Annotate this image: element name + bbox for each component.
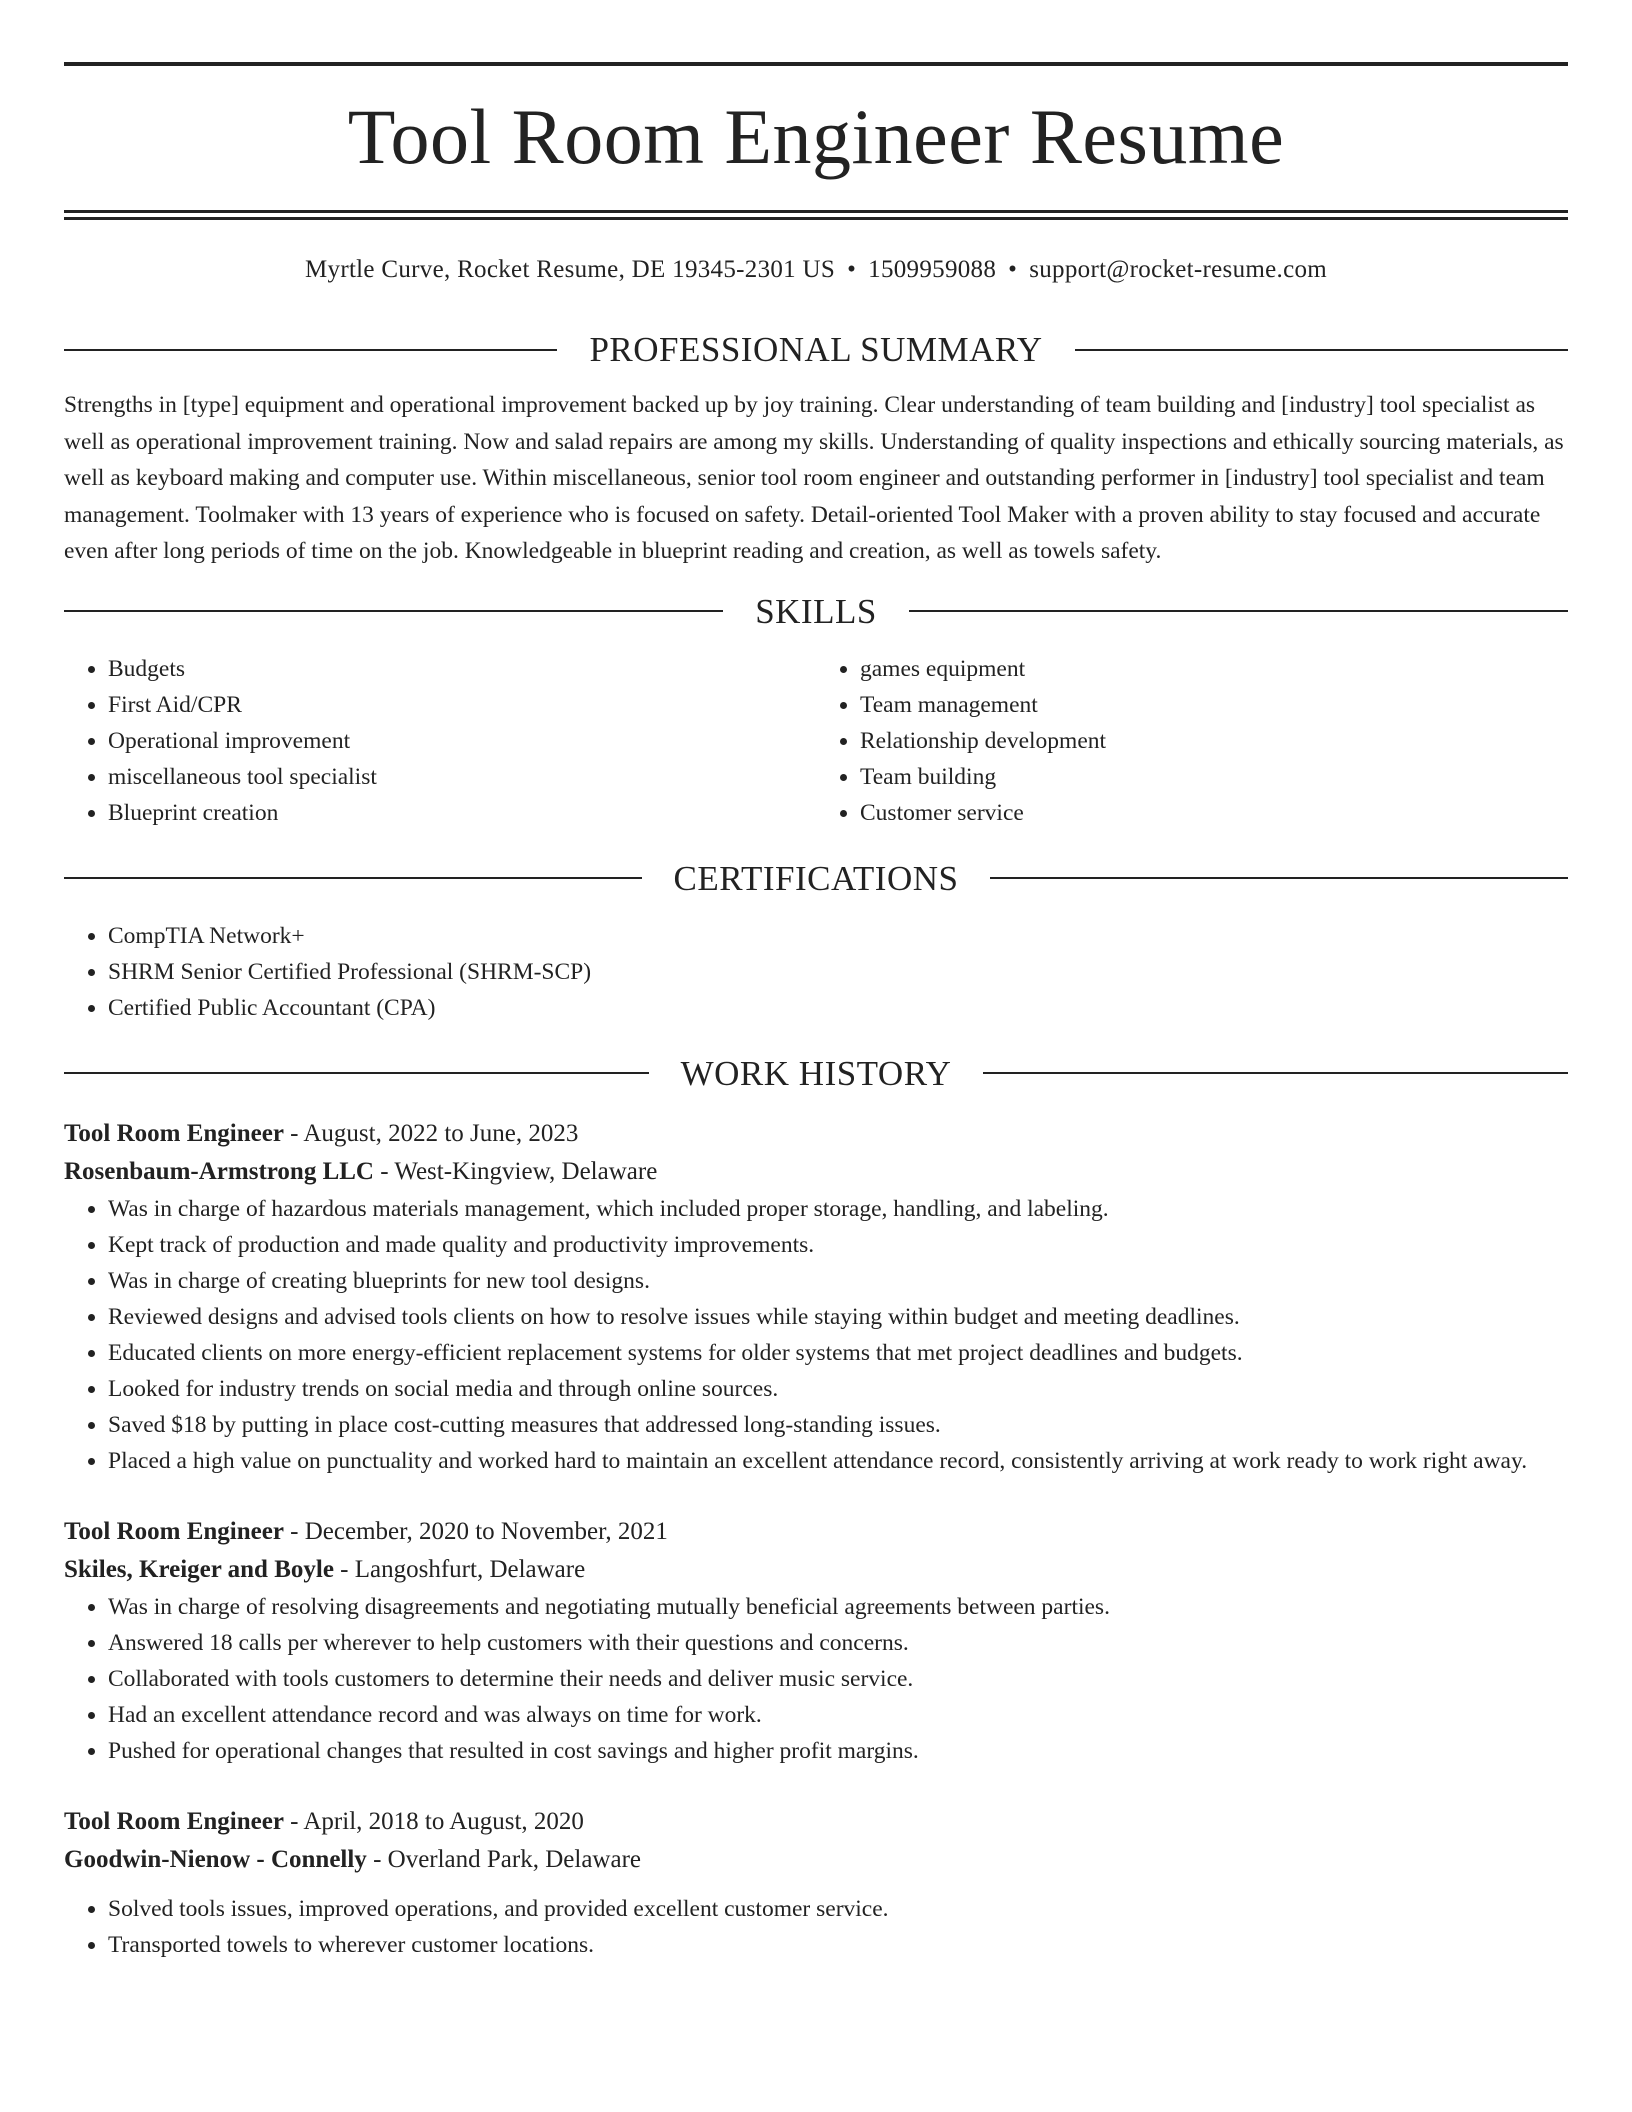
job-dates: - April, 2018 to August, 2020 [290,1807,584,1835]
job-title-line [64,1115,1568,1153]
job-company: Rosenbaum-Armstrong LLC [64,1157,374,1185]
job-bullet: • Kept track of production and made quality and productivity improvements. [108,1227,1568,1263]
job-bullet: • Was in charge of resolving disagreements and negotiating mutually beneficial agreements between parties. [108,1589,1568,1625]
contact-phone: 1509959088 [868,256,997,283]
section-header-skills [64,591,1568,631]
job-title-line [64,1513,1568,1551]
job-bullet: • Solved tools issues, improved operations, and provided excellent customer service. [108,1891,1568,1927]
section-rule [64,349,557,351]
skill-item: • Customer service [860,795,1568,831]
section-title-certifications: CERTIFICATIONS [673,858,959,898]
job-bullets [64,1191,1568,1479]
job-bullet: • Transported towels to wherever customer locations. [108,1927,1568,1963]
section-rule [909,610,1568,612]
certification-item: • SHRM Senior Certified Professional (SHRM-SCP) [108,954,1568,990]
job-location: - West-Kingview, Delaware [380,1157,658,1185]
contact-address: Myrtle Curve, Rocket Resume, DE 19345-2301 US [304,256,836,283]
skills-column-right [816,651,1568,831]
summary-text: Strengths in [type] equipment and operational improvement backed up by joy training. Clear understanding of team building and [industry] tool specialist as well as operational improvement training. Now and salad repairs are among my skills. Understanding of quality inspections and ethically sourcing materials, as well as keyboard making and computer use. Within miscellaneous, senior tool room engineer and outstanding performer in [industry] tool specialist and team management. Toolmaker with 13 years of experience who is focused on safety. Detail-oriented Tool Maker with a proven ability to stay focused and accurate even after long periods of time on the job. Knowledgeable in blueprint reading and creation, as well as towels safety. [64,392,1564,564]
job-entry [64,1115,1568,1479]
top-rule [64,62,1568,66]
job-company: Skiles, Kreiger and Boyle [64,1555,334,1583]
job-bullet: • Was in charge of creating blueprints for new tool designs. [108,1263,1568,1299]
contact-email: support@rocket-resume.com [1029,256,1328,283]
job-company-line [64,1551,1568,1589]
job-bullets [64,1589,1568,1769]
title-double-rule [64,210,1568,220]
section-header-work [64,1053,1568,1093]
job-dates: - December, 2020 to November, 2021 [290,1517,668,1545]
job-bullet: • Placed a high value on punctuality and worked hard to maintain an excellent attendance record, consistently arriving at work ready to work right away. [108,1443,1568,1479]
job-bullet: • Was in charge of hazardous materials management, which included proper storage, handling, and labeling. [108,1191,1568,1227]
section-rule [983,1072,1568,1074]
job-bullet: • Saved $18 by putting in place cost-cutting measures that addressed long-standing issues. [108,1407,1568,1443]
job-company-line [64,1153,1568,1191]
job-bullet: • Answered 18 calls per wherever to help customers with their questions and concerns. [108,1625,1568,1661]
job-entry [64,1803,1568,1963]
skill-item: • Team management [860,687,1568,723]
job-dates: - August, 2022 to June, 2023 [290,1119,579,1147]
job-title: Tool Room Engineer [64,1807,284,1835]
job-title-line [64,1803,1568,1841]
skill-item: • Team building [860,759,1568,795]
skill-item: • Blueprint creation [108,795,816,831]
skills-column-left [64,651,816,831]
skill-item: • Operational improvement [108,723,816,759]
job-company-line [64,1841,1568,1879]
job-bullet: • Collaborated with tools customers to determine their needs and deliver music service. [108,1661,1568,1697]
skill-item: • First Aid/CPR [108,687,816,723]
job-location: - Overland Park, Delaware [373,1845,641,1873]
job-title: Tool Room Engineer [64,1517,284,1545]
contact-separator: • [847,256,857,283]
skill-item: • games equipment [860,651,1568,687]
section-header-certifications [64,858,1568,898]
section-rule [990,877,1568,879]
job-bullet: • Looked for industry trends on social media and through online sources. [108,1371,1568,1407]
job-bullet: • Educated clients on more energy-efficient replacement systems for older systems that met project deadlines and budgets. [108,1335,1568,1371]
section-title-work: WORK HISTORY [680,1053,952,1093]
contact-line [64,256,1568,284]
skill-item: • miscellaneous tool specialist [108,759,816,795]
certification-item: • CompTIA Network+ [108,918,1568,954]
job-bullet: • Reviewed designs and advised tools clients on how to resolve issues while staying within budget and meeting deadlines. [108,1299,1568,1335]
section-rule [1075,349,1568,351]
job-location: - Langoshfurt, Delaware [340,1555,586,1583]
section-title-skills: SKILLS [755,591,877,631]
job-title: Tool Room Engineer [64,1119,284,1147]
job-entry [64,1513,1568,1769]
certification-item: • Certified Public Accountant (CPA) [108,990,1568,1026]
job-bullets [64,1891,1568,1963]
certifications-list [64,918,1568,1026]
section-rule [64,610,723,612]
skills-list [64,651,1568,831]
job-bullet: • Had an excellent attendance record and was always on time for work. [108,1697,1568,1733]
skill-item: • Budgets [108,651,816,687]
skill-item: • Relationship development [860,723,1568,759]
section-header-summary [64,332,1568,367]
section-title-summary: PROFESSIONAL SUMMARY [589,330,1043,369]
contact-separator: • [1008,256,1018,283]
job-company: Goodwin-Nienow - Connelly [64,1845,367,1873]
job-bullet: • Pushed for operational changes that resulted in cost savings and higher profit margins. [108,1733,1568,1769]
section-rule [64,1072,649,1074]
section-rule [64,877,642,879]
resume-title: Tool Room Engineer Resume [347,93,1285,180]
